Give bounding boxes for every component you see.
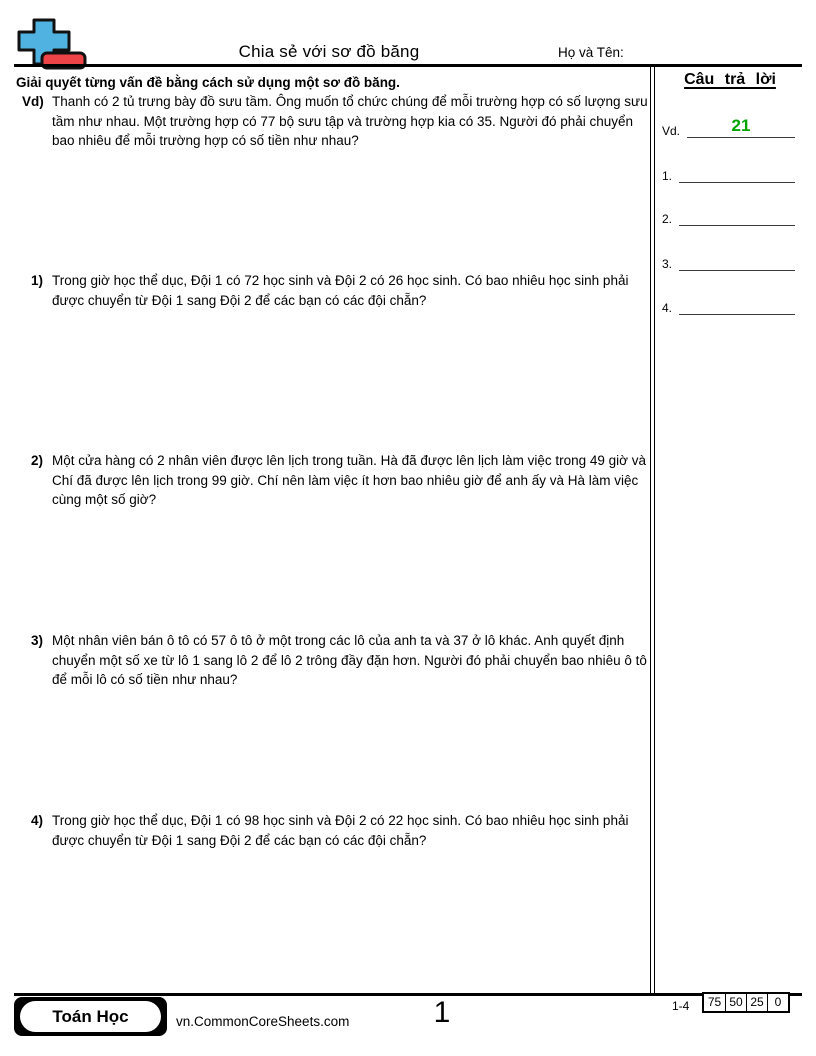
answer-value: 21 xyxy=(731,116,751,135)
answer-blank xyxy=(679,161,795,183)
problem-number: 1) xyxy=(31,273,44,288)
problem-3 xyxy=(31,631,649,690)
page-title: Chia sẻ với sơ đồ băng xyxy=(238,42,420,61)
subject-badge-label: Toán Học xyxy=(52,1006,129,1026)
website-text: vn.CommonCoreSheets.com xyxy=(176,1014,350,1029)
answer-label: 1. xyxy=(662,169,673,183)
answer-label: 3. xyxy=(662,257,673,271)
answers-title: Câu trả lời xyxy=(684,71,776,88)
answer-blank xyxy=(687,116,795,138)
score-cell: 0 xyxy=(767,994,788,1011)
answer-blank xyxy=(679,204,795,226)
problem-text: Thanh có 2 tủ trưng bày đồ sưu tầm. Ông muốn tổ chức chúng để mỗi trường hợp có số lượng sưu tầm như nhau. Một trường hợp có 77 bộ sưu tập và trường hợp kia có 35. Người đó phải chuyển bao nhiêu để mỗi trường hợp có số tiền như nhau? xyxy=(52,94,648,148)
name-label: Họ và Tên: xyxy=(558,45,624,60)
problem-number: 3) xyxy=(31,633,44,648)
problem-number: Vd) xyxy=(22,94,44,109)
answer-label: Vd. xyxy=(662,124,681,138)
answer-row-4 xyxy=(662,288,795,315)
header-rule xyxy=(14,64,802,67)
score-table xyxy=(702,992,790,1013)
problem-1 xyxy=(31,271,649,310)
score-range-label: 1-4 xyxy=(672,999,690,1013)
problem-2 xyxy=(31,451,649,510)
answer-row-3 xyxy=(662,244,795,271)
problem-text: Trong giờ học thể dục, Đội 1 có 98 học sinh và Đội 2 có 22 học sinh. Có bao nhiêu học sinh phải được chuyển từ Đội 1 sang Đội 2 để các bạn có các đội chẵn? xyxy=(52,813,629,848)
problem-4 xyxy=(31,811,649,850)
problem-text: Một cửa hàng có 2 nhân viên được lên lịch trong tuần. Hà đã được lên lịch làm việc trong 49 giờ và Chí đã được lên lịch trong 99 giờ. Chí nên làm việc ít hơn bao nhiêu giờ để anh ấy và Hà làm việc cùng một số giờ? xyxy=(52,453,646,507)
answer-blank xyxy=(679,249,795,271)
problem-text: Trong giờ học thể dục, Đội 1 có 72 học sinh và Đội 2 có 26 học sinh. Có bao nhiêu học sinh phải được chuyển từ Đội 1 sang Đội 2 để các bạn có các đội chẵn? xyxy=(52,273,629,308)
answer-row-1 xyxy=(662,156,795,183)
score-cell: 75 xyxy=(707,995,722,1009)
score-cell: 25 xyxy=(746,994,767,1011)
problem-number: 2) xyxy=(31,453,44,468)
answer-row-example xyxy=(662,111,795,138)
problem-text: Một nhân viên bán ô tô có 57 ô tô ở một trong các lô của anh ta và 37 ở lô khác. Anh quyết định chuyển một số xe từ lô 1 sang lô 2 để lô 2 trông đầy đặn hơn. Người đó phải chuyển bao nhiêu ô tô để mỗi lô có số tiền như nhau? xyxy=(52,633,647,687)
plus-minus-logo-icon xyxy=(16,18,90,70)
page-number: 1 xyxy=(433,996,451,1029)
problem-number: 4) xyxy=(31,813,44,828)
score-cell: 50 xyxy=(725,994,746,1011)
footer-rule xyxy=(14,993,802,996)
answer-label: 4. xyxy=(662,301,673,315)
subject-badge-pill xyxy=(20,1001,161,1032)
subject-badge xyxy=(14,997,167,1036)
column-separator xyxy=(650,66,655,993)
answer-label: 2. xyxy=(662,212,673,226)
problem-example xyxy=(22,92,649,151)
instruction-text: Giải quyết từng vấn đề bằng cách sử dụng một sơ đồ băng. xyxy=(16,75,400,90)
answer-blank xyxy=(679,293,795,315)
answer-row-2 xyxy=(662,199,795,226)
